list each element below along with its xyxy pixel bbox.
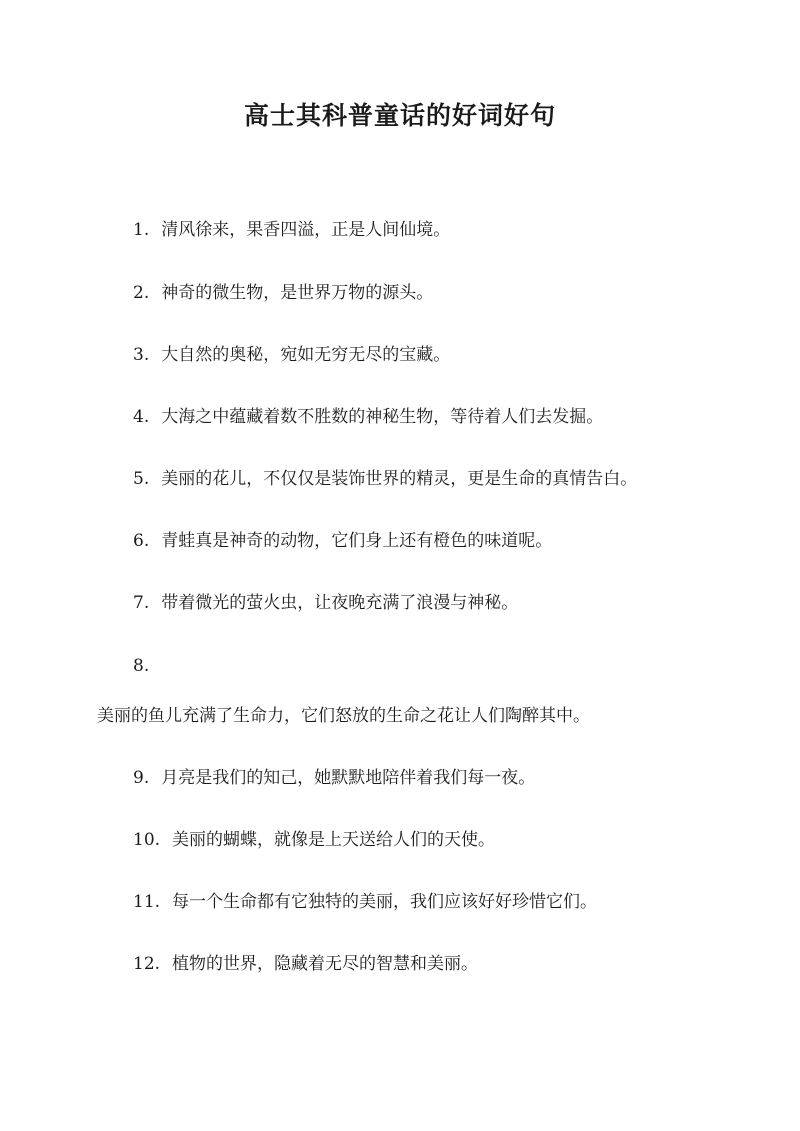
item-text: 大海之中蕴藏着数不胜数的神秘生物，等待着人们去发掘。 [161, 407, 604, 427]
item-number: 6. [133, 531, 150, 551]
list-item [133, 467, 637, 491]
item-number: 2. [133, 283, 150, 303]
item-text: 神奇的微生物，是世界万物的源头。 [161, 283, 434, 303]
item-text: 美丽的蝴蝶，就像是上天送给人们的天使。 [172, 830, 496, 850]
item-number: 4. [133, 407, 150, 427]
item-number: 10. [133, 830, 161, 850]
item-number: 3. [133, 345, 150, 365]
item-text: 带着微光的萤火虫，让夜晚充满了浪漫与神秘。 [161, 593, 519, 613]
page-title: 高士其科普童话的好词好句 [243, 101, 556, 130]
item-text: 美丽的花儿，不仅仅是装饰世界的精灵，更是生命的真情告白。 [161, 469, 638, 489]
list-item [133, 952, 478, 976]
list-item [133, 591, 518, 615]
list-item [133, 343, 450, 367]
list-item [133, 890, 597, 914]
item-number: 1. [133, 220, 150, 240]
item-text-wrapped: 美丽的鱼儿充满了生命力，它们怒放的生命之花让人们陶醉其中。 [97, 706, 590, 726]
list-item [133, 218, 450, 242]
list-item [133, 405, 603, 429]
item-text: 青蛙真是神奇的动物，它们身上还有橙色的味道呢。 [161, 531, 553, 551]
list-item [133, 654, 161, 678]
item-text: 植物的世界，隐藏着无尽的智慧和美丽。 [172, 954, 479, 974]
item-number: 7. [133, 593, 150, 613]
item-text: 大自然的奥秘，宛如无穷无尽的宝藏。 [161, 345, 451, 365]
item-text: 每一个生命都有它独特的美丽，我们应该好好珍惜它们。 [172, 892, 598, 912]
list-item [133, 529, 552, 553]
item-text: 月亮是我们的知己，她默默地陪伴着我们每一夜。 [161, 768, 536, 788]
item-text: 清风徐来，果香四溢，正是人间仙境。 [161, 220, 451, 240]
item-number: 12. [133, 954, 161, 974]
item-number: 5. [133, 469, 150, 489]
list-item [133, 828, 495, 852]
item-number: 9. [133, 768, 150, 788]
list-item [133, 766, 535, 790]
item-number: 11. [133, 892, 161, 912]
item-number: 8. [133, 656, 150, 676]
list-item [133, 281, 433, 305]
